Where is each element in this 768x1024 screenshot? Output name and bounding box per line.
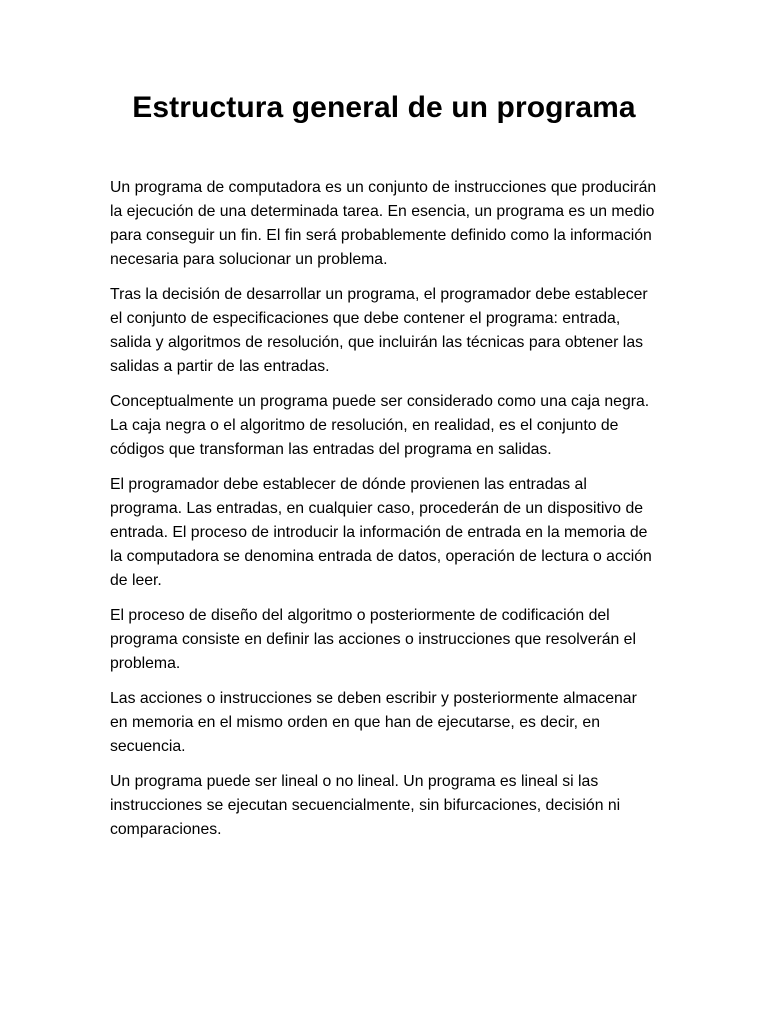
paragraph-3: Conceptualmente un programa puede ser considerado como una caja negra. La caja negra o el algoritmo de resolución, en realidad, es el conjunto de códigos que transforman las entradas del programa en salidas. (110, 393, 650, 458)
paragraph-4: El programador debe establecer de dónde provienen las entradas al programa. Las entradas, en cualquier caso, procederán de un dispositivo de entrada. El proceso de introducir la información de entrada en la memoria de la computadora se denomina entrada de datos, operación de lectura o acción de leer. (110, 476, 652, 589)
paragraph-7: Un programa puede ser lineal o no lineal. Un programa es lineal si las instrucciones se ejecutan secuencialmente, sin bifurcaciones, decisión ni comparaciones. (110, 773, 621, 838)
document-body (110, 176, 658, 853)
document-title: Estructura general de un programa (132, 91, 636, 124)
paragraph-1: Un programa de computadora es un conjunto de instrucciones que producirán la ejecución de una determinada tarea. En esencia, un programa es un medio para conseguir un fin. El fin será probablemente definido como la información necesaria para solucionar un problema. (110, 179, 657, 268)
paragraph-6: Las acciones o instrucciones se deben escribir y posteriormente almacenar en memoria en el mismo orden en que han de ejecutarse, es decir, en secuencia. (110, 690, 637, 755)
paragraph-5: El proceso de diseño del algoritmo o posteriormente de codificación del programa consiste en definir las acciones o instrucciones que resolverán el problema. (110, 607, 636, 672)
paragraph-2: Tras la decisión de desarrollar un programa, el programador debe establecer el conjunto de especificaciones que debe contener el programa: entrada, salida y algoritmos de resolución, que incluirán las técnicas para obtener las salidas a partir de las entradas. (110, 286, 648, 375)
